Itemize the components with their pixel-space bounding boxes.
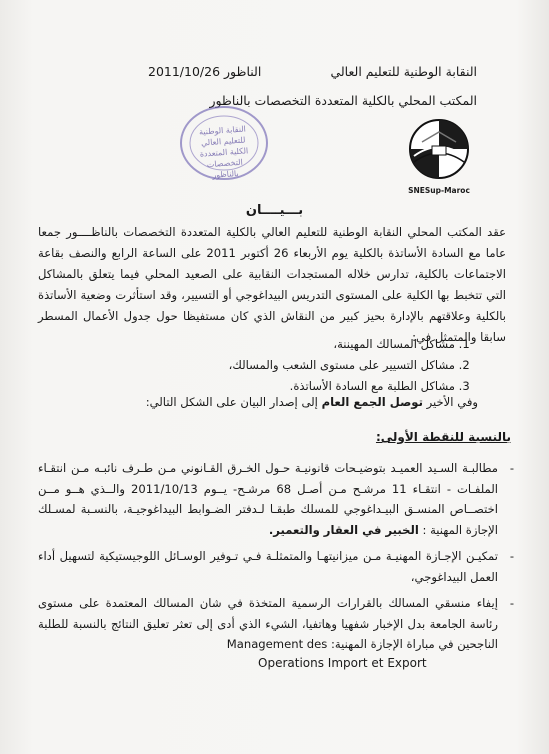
snesup-logo [408, 118, 470, 195]
point-item: - إيفاء منسقي المسالك بالقرارات الرسمية المتخذة في شان المسالك المعتمدة على مستوى رئاسة الجامعة بدل الإخبار شفهيا وهاتفيا، الشيء الذي أدى إلى تعثر تعليق النتائج بالنسبة للطلبة الناجحين في مباراة الإجازة المهنية: Management des [38, 593, 498, 655]
logo-caption: SNESup-Maroc [408, 186, 470, 195]
office-name: المكتب المحلي بالكلية المتعددة التخصصات بالناظور [209, 93, 477, 108]
agenda-list [60, 334, 479, 397]
point-item: - مطالبـة السـيد العميـد بتوضيـحات قانونيـة حـول الخـرق القـانوني مـن طـرف نائبـه مـن انتقـاء الملفـات - انتقـاء 11 مرشـح مـن أصـل 68 مرشـح- يــوم 2011/10/13 والــذي هــو مــن اختصــاص المنسـق البيـداغوجي للمسلك طبقـا لـدفتر الضـوابط البيداغوجيـة، بالنسـبة لمسـلك الإجازة المهنية : الخبير في العقار والتعمير. [38, 458, 498, 540]
points-list [38, 458, 514, 661]
section-heading: بالنسبة للنقطة الأولى: [375, 430, 511, 444]
conclusion-line: وفي الأخير توصل الجمع العام إلى إصدار البيان على الشكل التالي: [145, 395, 478, 409]
document-title: بـــيــــان [245, 203, 304, 218]
agenda-item: 3. مشاكل الطلبة مع السادة الأساتذة. [60, 376, 455, 397]
header-date: الناظور 2011/10/26 [148, 64, 262, 79]
organization-name: النقابة الوطنية للتعليم العالي [330, 64, 477, 79]
snesup-emblem-icon [408, 118, 470, 180]
agenda-item: 1. مشاكل المسالك المهيننة، [60, 334, 455, 355]
agenda-item: 2. مشاكل التسيير على مستوى الشعب والمسالك، [60, 355, 455, 376]
program-name-part1: Management des [226, 637, 328, 651]
stamp-text: النقابة الوطنية للتعليم العالي الكلية المتعددة التخصصات بالناظور [198, 124, 249, 180]
program-name-part2: Operations Import et Export [258, 656, 427, 670]
office-stamp [178, 103, 270, 183]
point-item: - تمكيـن الإجـازة المهنيـة مـن ميزانيتهـا والمتمثلـة فـي تـوفير الوسـائل اللوجيستيكية لتسهيل أداء العمل البيداغوجي، [38, 546, 498, 587]
intro-paragraph: عقد المكتب المحلي النقابة الوطنية للتعليم العالي بالكلية المتعددة التخصصات بالناظــــور جمعا عاما مع السادة الأساتذة بالكلية يوم الأربعاء 26 أكتوبر 2011 على الساعة الرابع والنصف بقاعة الاجتماعات بالكلية، تدارس خلاله المستجدات النقابية على الصعيد المحلي فيما يتعلق بالمشاكل التي تتخبط بها الكلية على المستوى التدريس البيداغوجي أو التسيير، وقد استأثرت وضعية الأساتذة بالكلية وعلاقتهم بالإدارة بحيز كبير من النقاش الذي كان مستفيظا حول جدول الأعمال المسطر سابقا والمتمثل في: [38, 225, 506, 344]
